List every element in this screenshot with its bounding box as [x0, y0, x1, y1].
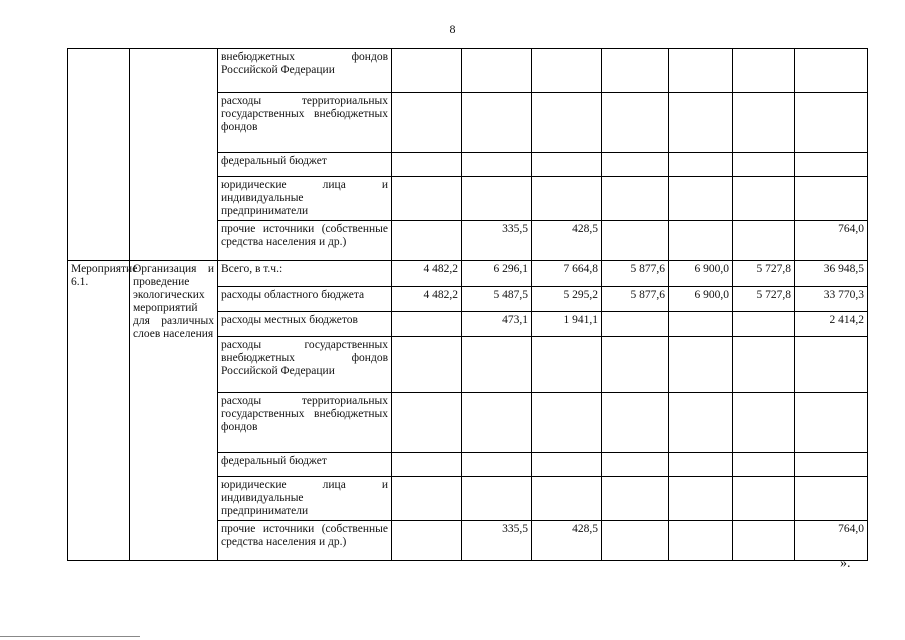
value-cell — [733, 177, 795, 221]
value-cell: 5 487,5 — [462, 287, 532, 312]
funding-source-cell: расходы территориальных государственных внебюджетных фондов — [218, 393, 392, 453]
value-cell — [392, 93, 462, 153]
value-cell: 36 948,5 — [795, 261, 868, 287]
value-cell — [669, 49, 733, 93]
value-cell — [602, 221, 669, 261]
value-cell — [669, 393, 733, 453]
value-cell — [462, 49, 532, 93]
table-body — [68, 49, 868, 561]
value-cell — [795, 93, 868, 153]
value-cell: 764,0 — [795, 521, 868, 561]
value-cell — [532, 49, 602, 93]
value-cell — [462, 153, 532, 177]
value-cell — [795, 153, 868, 177]
funding-source-cell: расходы территориальных государственных внебюджетных фондов — [218, 93, 392, 153]
page-number: 8 — [449, 22, 456, 36]
value-cell — [602, 521, 669, 561]
value-cell — [392, 521, 462, 561]
value-cell — [669, 521, 733, 561]
value-cell — [392, 453, 462, 477]
value-cell — [462, 337, 532, 393]
value-cell — [462, 393, 532, 453]
value-cell — [733, 453, 795, 477]
value-cell — [733, 153, 795, 177]
funding-source-cell: прочие источники (собственные средства населения и др.) — [218, 521, 392, 561]
value-cell — [733, 93, 795, 153]
funding-source-cell: расходы областного бюджета — [218, 287, 392, 312]
value-cell — [532, 93, 602, 153]
measure-description-cell — [130, 49, 218, 261]
value-cell — [602, 393, 669, 453]
value-cell — [795, 49, 868, 93]
value-cell: 428,5 — [532, 521, 602, 561]
value-cell — [795, 337, 868, 393]
value-cell — [392, 393, 462, 453]
value-cell — [795, 477, 868, 521]
funding-source-cell: Всего, в т.ч.: — [218, 261, 392, 287]
value-cell: 764,0 — [795, 221, 868, 261]
funding-source-cell: юридические лица и индивидуальные предприниматели — [218, 477, 392, 521]
value-cell — [392, 221, 462, 261]
measure-code-cell: Мероприятие 6.1. — [68, 261, 130, 561]
value-cell — [602, 453, 669, 477]
scan-artifact-line — [0, 636, 140, 637]
value-cell — [462, 177, 532, 221]
value-cell: 1 941,1 — [532, 312, 602, 337]
value-cell — [392, 49, 462, 93]
value-cell: 4 482,2 — [392, 287, 462, 312]
value-cell: 5 727,8 — [733, 287, 795, 312]
value-cell — [532, 177, 602, 221]
value-cell: 473,1 — [462, 312, 532, 337]
value-cell: 335,5 — [462, 221, 532, 261]
table-row — [68, 49, 868, 93]
value-cell — [733, 477, 795, 521]
value-cell: 4 482,2 — [392, 261, 462, 287]
value-cell — [669, 177, 733, 221]
table-row — [68, 261, 868, 287]
value-cell — [392, 177, 462, 221]
closing-mark: ». — [840, 556, 851, 571]
value-cell — [602, 49, 669, 93]
value-cell — [532, 477, 602, 521]
value-cell — [532, 393, 602, 453]
value-cell — [532, 153, 602, 177]
funding-source-cell: расходы государственных внебюджетных фондов Российской Федерации — [218, 337, 392, 393]
funding-source-cell: федеральный бюджет — [218, 453, 392, 477]
measure-code-cell — [68, 49, 130, 261]
funding-source-cell: внебюджетных фондов Российской Федерации — [218, 49, 392, 93]
value-cell — [795, 453, 868, 477]
value-cell — [795, 177, 868, 221]
value-cell: 7 664,8 — [532, 261, 602, 287]
value-cell — [669, 312, 733, 337]
value-cell — [392, 337, 462, 393]
value-cell — [532, 453, 602, 477]
value-cell — [392, 312, 462, 337]
value-cell — [669, 453, 733, 477]
value-cell — [669, 337, 733, 393]
value-cell: 5 727,8 — [733, 261, 795, 287]
value-cell — [733, 337, 795, 393]
funding-source-cell: юридические лица и индивидуальные предприниматели — [218, 177, 392, 221]
value-cell — [602, 153, 669, 177]
funding-source-cell: прочие источники (собственные средства населения и др.) — [218, 221, 392, 261]
value-cell: 5 295,2 — [532, 287, 602, 312]
value-cell: 5 877,6 — [602, 287, 669, 312]
budget-table — [67, 48, 868, 561]
value-cell: 6 900,0 — [669, 261, 733, 287]
value-cell — [532, 337, 602, 393]
value-cell — [669, 221, 733, 261]
value-cell — [602, 177, 669, 221]
value-cell: 335,5 — [462, 521, 532, 561]
value-cell: 428,5 — [532, 221, 602, 261]
value-cell — [392, 477, 462, 521]
value-cell — [733, 312, 795, 337]
value-cell — [733, 49, 795, 93]
value-cell — [669, 153, 733, 177]
funding-source-cell: федеральный бюджет — [218, 153, 392, 177]
value-cell — [733, 393, 795, 453]
value-cell — [462, 477, 532, 521]
value-cell — [669, 93, 733, 153]
value-cell: 5 877,6 — [602, 261, 669, 287]
value-cell: 6 296,1 — [462, 261, 532, 287]
value-cell — [462, 93, 532, 153]
value-cell — [392, 153, 462, 177]
funding-source-cell: расходы местных бюджетов — [218, 312, 392, 337]
value-cell — [733, 521, 795, 561]
value-cell — [462, 453, 532, 477]
value-cell — [669, 477, 733, 521]
value-cell — [733, 221, 795, 261]
value-cell — [602, 477, 669, 521]
value-cell — [602, 93, 669, 153]
value-cell — [602, 337, 669, 393]
value-cell — [602, 312, 669, 337]
value-cell — [795, 393, 868, 453]
value-cell: 6 900,0 — [669, 287, 733, 312]
measure-description-cell: Организация и проведение экологических мероприятий для различных слоев населения — [130, 261, 218, 561]
value-cell: 33 770,3 — [795, 287, 868, 312]
value-cell: 2 414,2 — [795, 312, 868, 337]
